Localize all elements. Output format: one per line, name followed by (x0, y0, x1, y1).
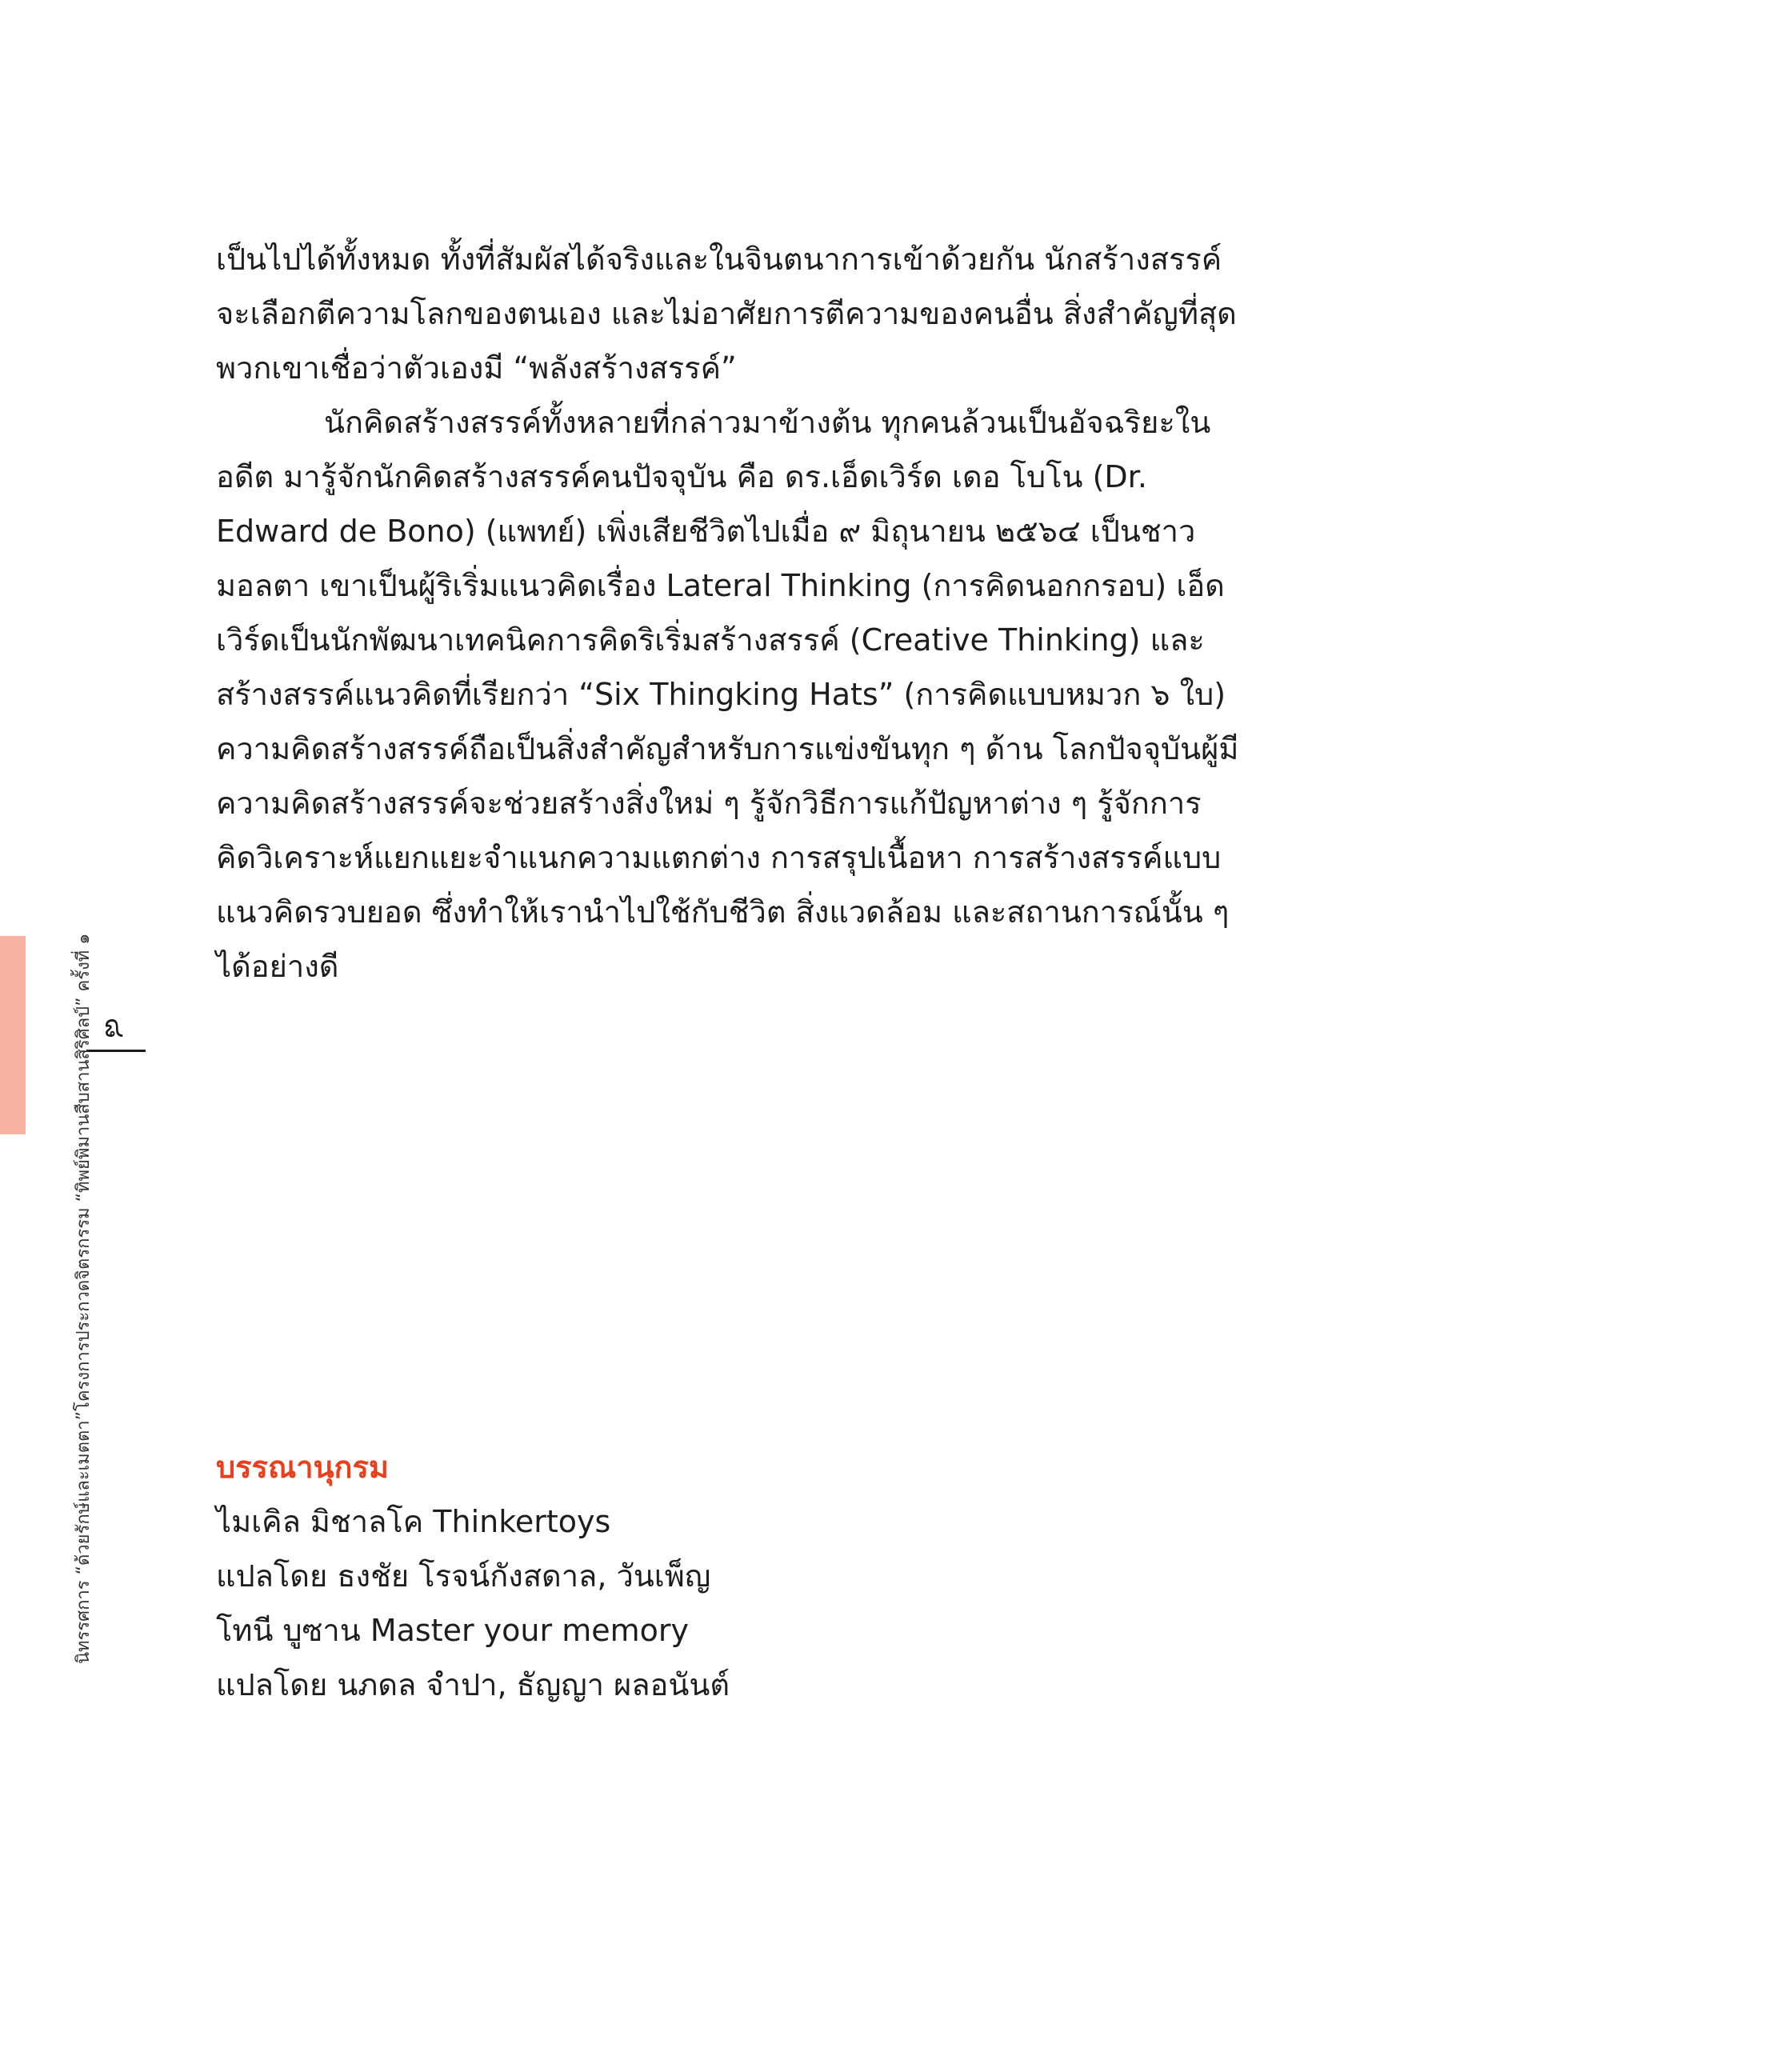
credit-line-exhibition: นิทรรศการ “ด้วยรักษ์และเมตตา” (74, 1410, 94, 1664)
vertical-credit (72, 933, 144, 1664)
page-accent-tab (0, 936, 26, 1134)
reference-item: แปลโดย นภดล จำปา, ธัญญา ผลอนันต์ (216, 1667, 730, 1702)
reference-item: โทนี บูซาน Master your memory (216, 1613, 689, 1648)
credit-line-project: โครงการประกวดจิตรกรรม “ทิพย์พิมานสืบสานสิริศิลป์” ครั้งที่ ๑ (74, 933, 94, 1411)
references-heading: บรรณานุกรม (216, 1450, 389, 1485)
page-number: ๘ (98, 1017, 130, 1039)
paragraph-1: เป็นไปได้ทั้งหมด ทั้งที่สัมผัสได้จริงและในจินตนาการเข้าด้วยกัน นักสร้างสรรค์จะเลือกตีความโลกของตนเอง และไม่อาศัยการตีความของคนอื่น สิ่งสำคัญที่สุดพวกเขาเชื่อว่าตัวเองมี “พลังสร้างสรรค์” (216, 242, 1237, 386)
reference-item: แปลโดย ธงชัย โรจน์กังสดาล, วันเพ็ญ (216, 1558, 711, 1594)
reference-item: ไมเคิล มิชาลโค Thinkertoys (216, 1504, 611, 1539)
body-text (216, 232, 1240, 994)
references-section (216, 1440, 936, 1712)
paragraph-2: นักคิดสร้างสรรค์ทั้งหลายที่กล่าวมาข้างต้น ทุกคนล้วนเป็นอัจฉริยะในอดีต มารู้จักนักคิดสร้างสรรค์คนปัจจุบัน คือ ดร.เอ็ดเวิร์ด เดอ โบโน (Dr. Edward de Bono) (แพทย์) เพิ่งเสียชีวิตไปเมื่อ ๙ มิถุนายน ๒๕๖๔ เป็นชาวมอลตา เขาเป็นผู้ริเริ่มแนวคิดเรื่อง Lateral Thinking (การคิดนอกกรอบ) เอ็ดเวิร์ดเป็นนักพัฒนาเทคนิคการคิดริเริ่มสร้างสรรค์ (Creative Thinking) และสร้างสรรค์แนวคิดที่เรียกว่า “Six Thingking Hats” (การคิดแบบหมวก ๖ ใบ) ความคิดสร้างสรรค์ถือเป็นสิ่งสำคัญสำหรับการแข่งขันทุก ๆ ด้าน โลกปัจจุบันผู้มีความคิดสร้างสรรค์จะช่วยสร้างสิ่งใหม่ ๆ รู้จักวิธีการแก้ปัญหาต่าง ๆ รู้จักการคิดวิเคราะห์แยกแยะจำแนกความแตกต่าง การสรุปเนื้อหา การสร้างสรรค์แบบแนวคิดรวบยอด ซึ่งทำให้เรานำไปใช้กับชีวิต สิ่งแวดล้อม และสถานการณ์นั้น ๆ ได้อย่างดี (216, 405, 1239, 984)
